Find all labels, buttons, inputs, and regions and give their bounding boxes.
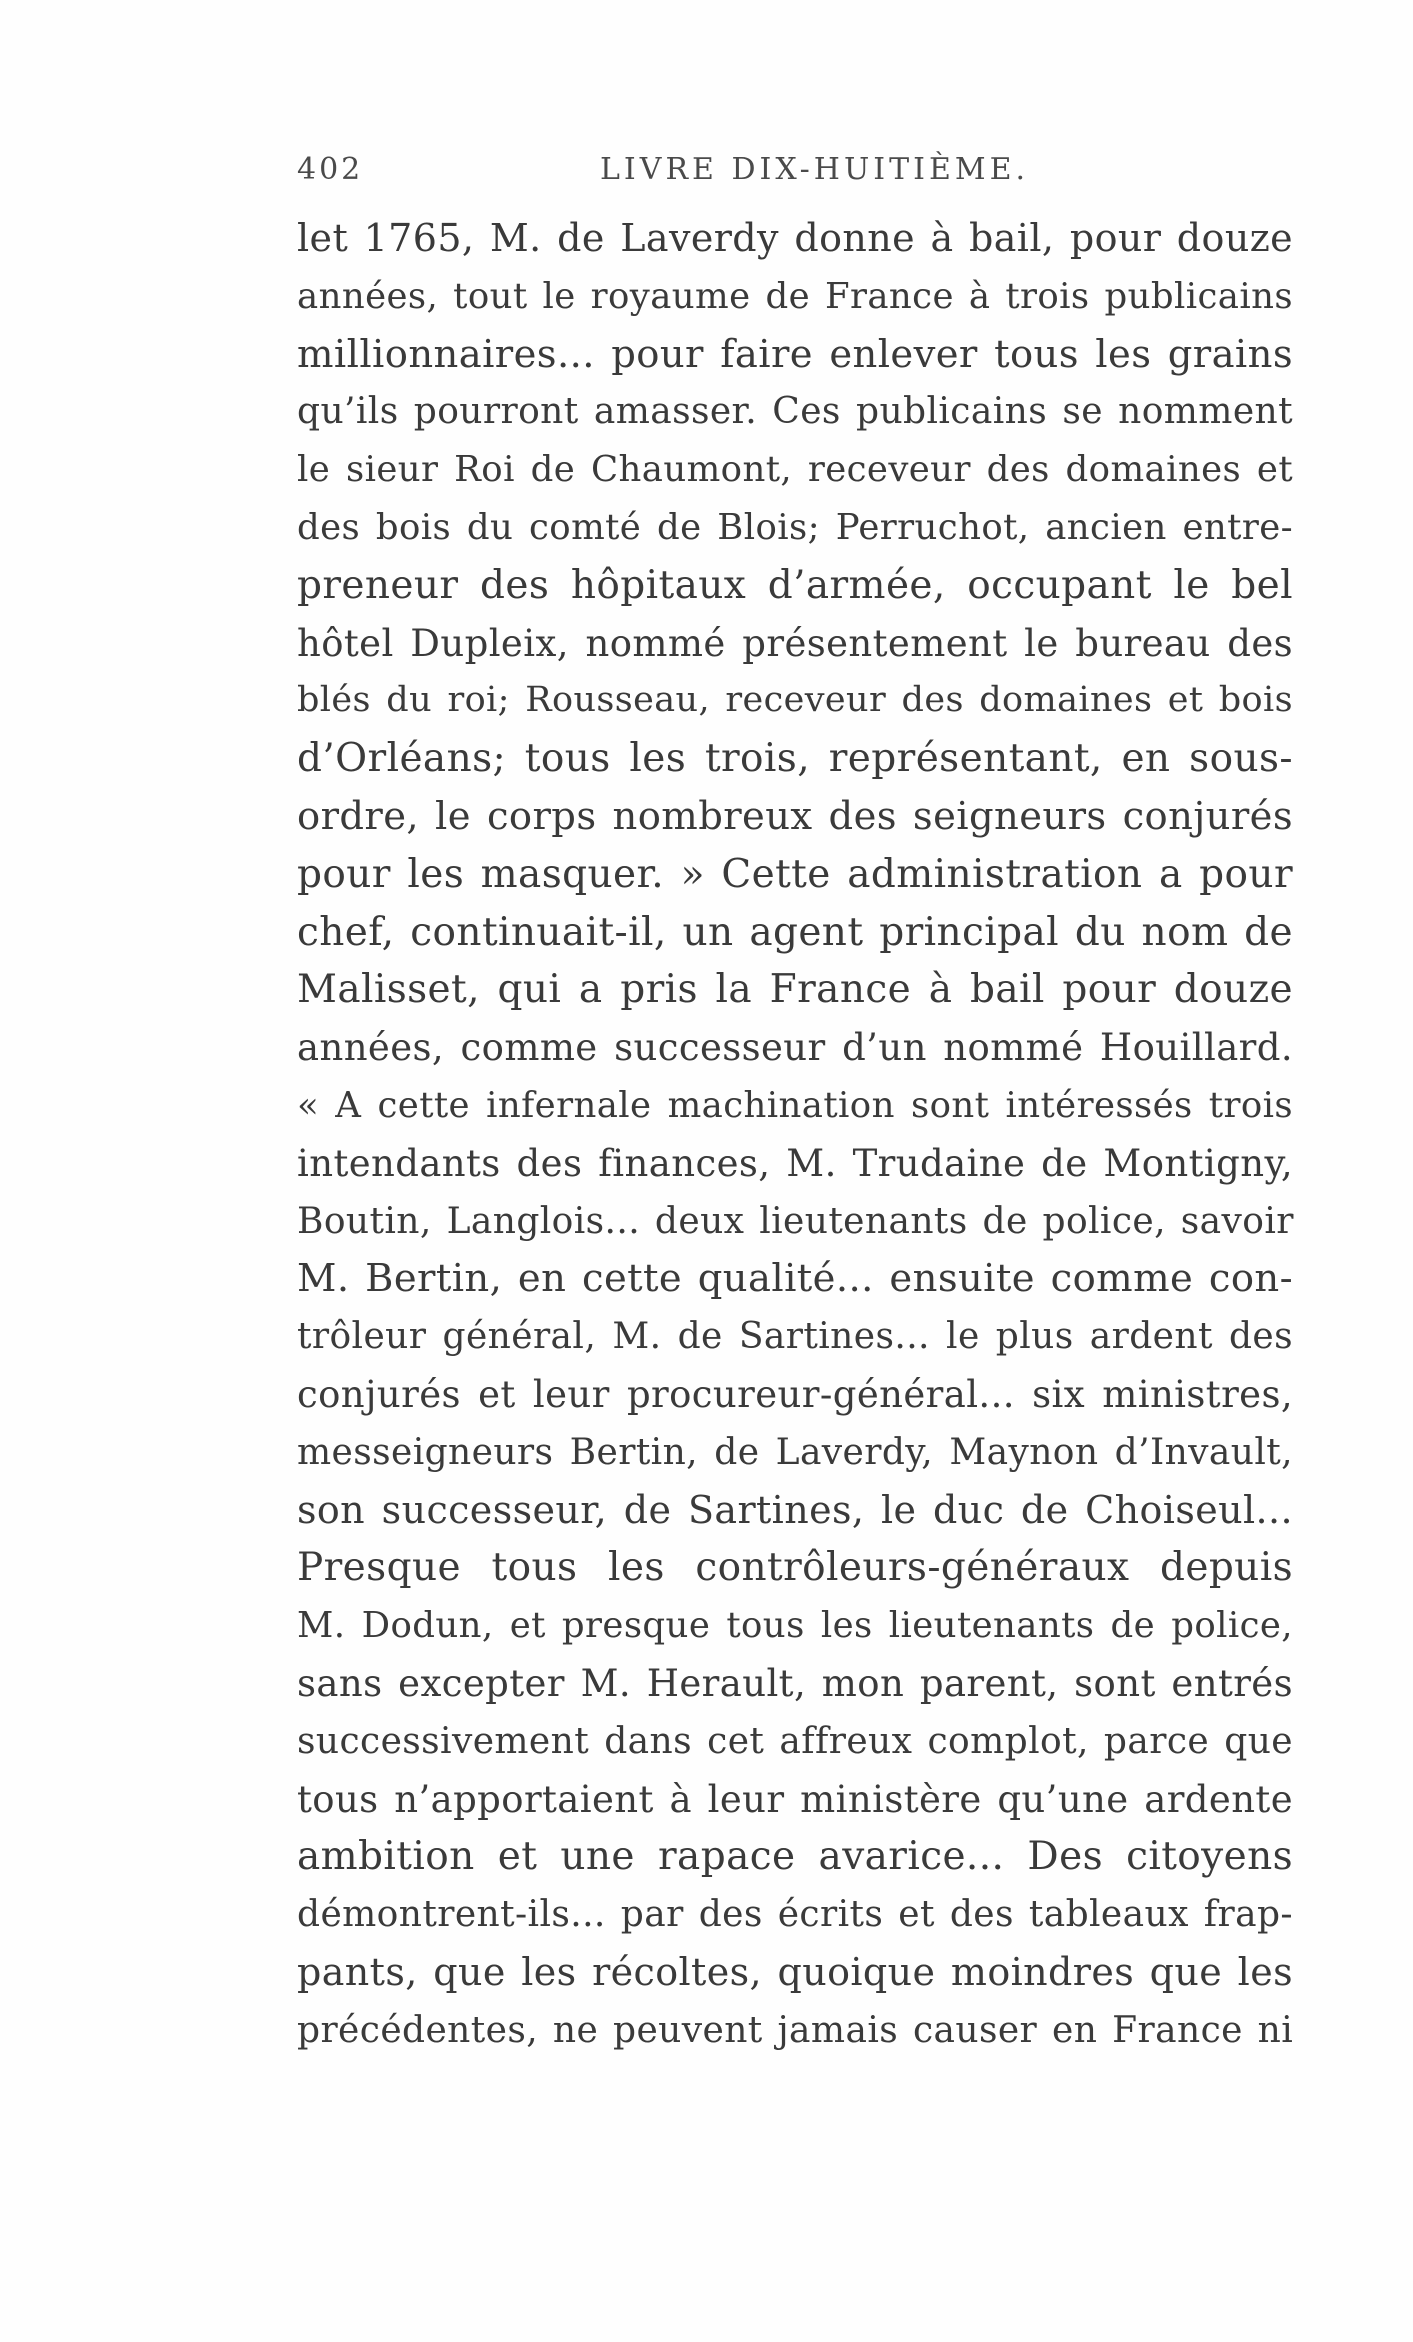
running-header xyxy=(297,152,1297,192)
text-line: chef, continuait-il, un agent principal du nom de xyxy=(297,909,1293,955)
text-line: intendants des finances, M. Trudaine de Montigny, xyxy=(297,1141,1293,1185)
text-line: ambition et une rapace avarice... Des citoyens xyxy=(297,1834,1293,1880)
text-line: d’Orléans; tous les trois, représentant, en sous- xyxy=(297,736,1293,782)
text-line: conjurés et leur procureur-général... six ministres, xyxy=(297,1372,1293,1416)
text-line: blés du roi; Rousseau, receveur des domaines et bois xyxy=(297,680,1293,721)
text-line: sans excepter M. Herault, mon parent, sont entrés xyxy=(297,1661,1293,1705)
text-line: démontrent-ils... par des écrits et des tableaux frap- xyxy=(297,1894,1293,1936)
text-line: précédentes, ne peuvent jamais causer en France ni xyxy=(297,2009,1294,2051)
text-line: pants, que les récoltes, quoique moindres que les xyxy=(297,1949,1293,1994)
text-line: Boutin, Langlois... deux lieutenants de police, savoir xyxy=(297,1200,1294,1242)
text-line: successivement dans cet affreux complot, parce que xyxy=(297,1720,1293,1762)
text-line: qu’ils pourront amasser. Ces publicains se nomment xyxy=(297,391,1293,433)
running-title: LIVRE DIX-HUITIÈME. xyxy=(600,152,1029,187)
text-line: M. Dodun, et presque tous les lieutenants de police, xyxy=(297,1605,1293,1647)
text-line: ordre, le corps nombreux des seigneurs conjurés xyxy=(297,793,1293,839)
text-line: tous n’apportaient à leur ministère qu’une ardente xyxy=(297,1777,1293,1821)
text-line: M. Bertin, en cette qualité... ensuite comme con- xyxy=(297,1256,1293,1302)
text-line: preneur des hôpitaux d’armée, occupant le bel xyxy=(297,562,1293,608)
text-line: let 1765, M. de Laverdy donne à bail, pour douze xyxy=(297,216,1293,260)
text-line: le sieur Roi de Chaumont, receveur des domaines et xyxy=(297,449,1293,491)
text-line: Malisset, qui a pris la France à bail pour douze xyxy=(297,967,1293,1013)
text-line: pour les masquer. » Cette administration a pour xyxy=(297,851,1293,897)
text-line: hôtel Dupleix, nommé présentement le bureau des xyxy=(297,621,1293,665)
body-text xyxy=(297,210,1293,2060)
text-line: messeigneurs Bertin, de Laverdy, Maynon d’Invault, xyxy=(297,1431,1293,1473)
text-line: son successeur, de Sartines, le duc de Choiseul... xyxy=(297,1487,1293,1532)
text-line: années, comme successeur d’un nommé Houillard. xyxy=(297,1026,1293,1070)
text-line: millionnaires... pour faire enlever tous les grains xyxy=(297,331,1293,377)
text-line: des bois du comté de Blois; Perruchot, ancien entre- xyxy=(297,506,1293,548)
text-line: trôleur général, M. de Sartines... le plus ardent des xyxy=(297,1316,1293,1358)
text-line: années, tout le royaume de France à trois publicains xyxy=(297,275,1293,317)
text-line: « A cette infernale machination sont intéressés trois xyxy=(297,1084,1293,1126)
page-number: 402 xyxy=(297,152,364,187)
text-line: Presque tous les contrôleurs-généraux depuis xyxy=(297,1545,1293,1591)
